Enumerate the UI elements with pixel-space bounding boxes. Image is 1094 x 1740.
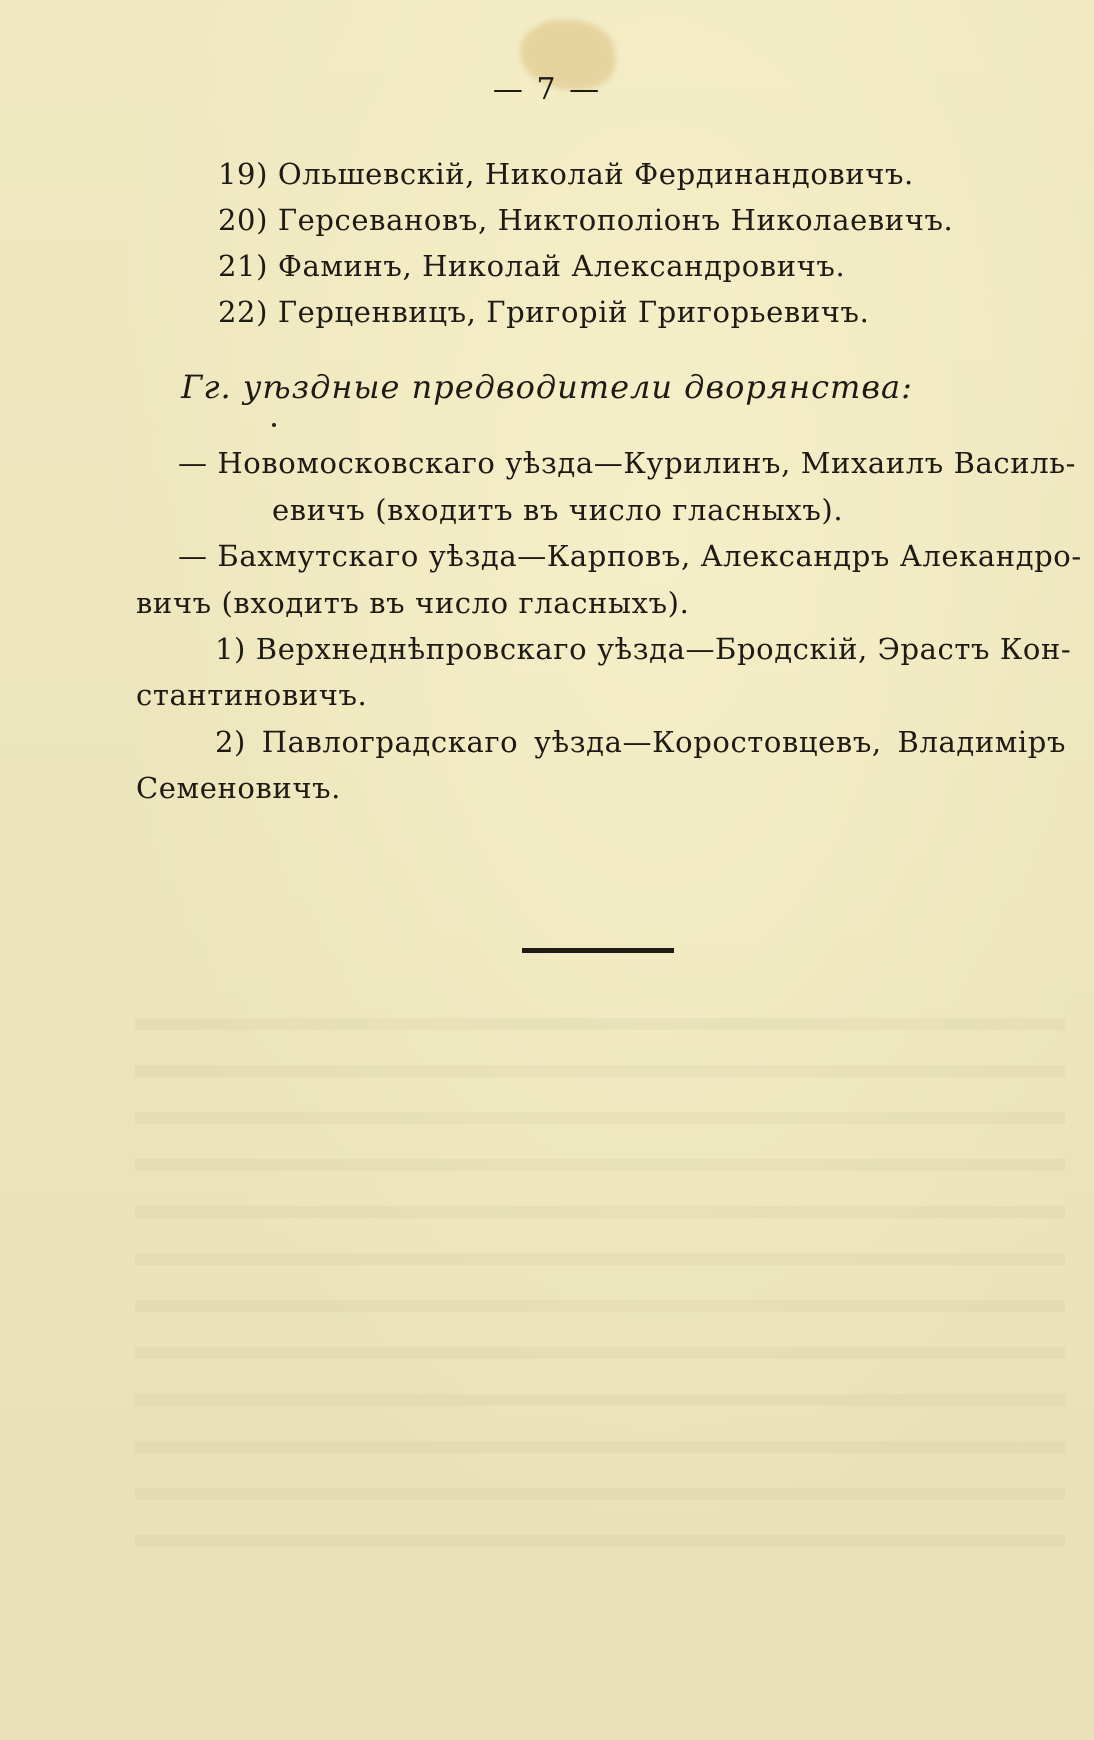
marshal-entry-line: стантиновичъ. [136, 678, 368, 712]
marshal-entry-line: — Бахмутскаго уѣзда—Карповъ, Александръ Алекандро- [178, 539, 1082, 573]
marshal-entry-line: вичъ (входитъ въ число гласныхъ). [136, 586, 690, 620]
member-list-item: 19) Ольшевскій, Николай Фердинандовичъ. [218, 157, 914, 191]
member-list-item: 20) Герсевановъ, Никтополіонъ Николаевичъ. [218, 203, 954, 237]
marshal-entry-line: 2) Павлоградскаго уѣзда—Коростовцевъ, Владиміръ [215, 725, 1066, 759]
marshal-entry-line: евичъ (входитъ въ число гласныхъ). [272, 493, 844, 527]
section-divider [522, 948, 674, 953]
marshal-entry-line: 1) Верхнеднѣпровскаго уѣзда—Бродскій, Эрастъ Кон- [215, 632, 1072, 666]
page-number: — 7 — [492, 72, 602, 107]
ink-speck [272, 423, 276, 427]
bleed-through-text [135, 990, 1065, 1550]
member-list-item: 21) Фаминъ, Николай Александровичъ. [218, 249, 846, 283]
section-heading: Гг. уѣздные предводители дворянства: [181, 368, 913, 406]
marshal-entry-line: — Новомосковскаго уѣзда—Курилинъ, Михаилъ Василь- [178, 446, 1076, 480]
member-list-item: 22) Герценвицъ, Григорій Григорьевичъ. [218, 295, 870, 329]
marshal-entry-line: Семеновичъ. [136, 771, 341, 805]
